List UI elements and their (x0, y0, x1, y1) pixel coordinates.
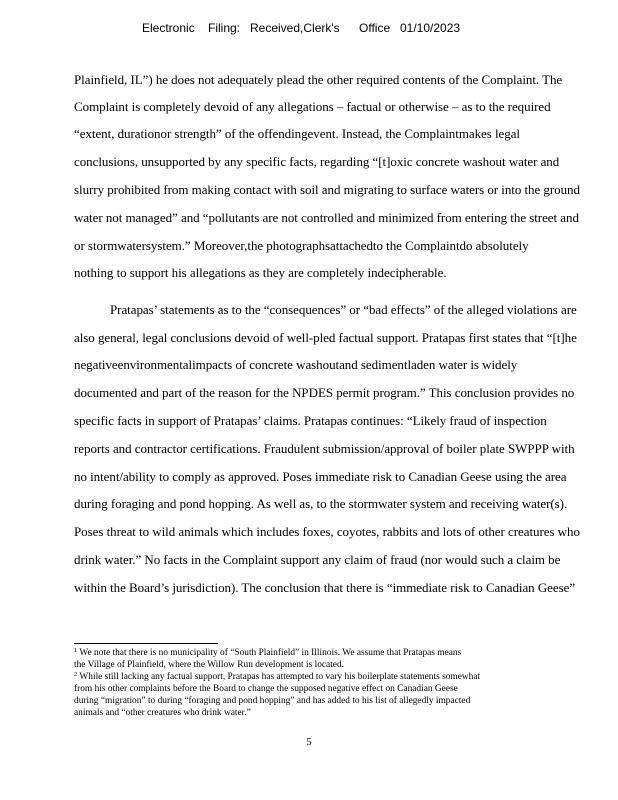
filing-stamp-header (0, 20, 618, 36)
body-line: “extent, durationor strength” of the offendingevent. Instead, the Complaintmakes legal (74, 126, 520, 141)
footnote-1-line (74, 648, 461, 659)
body-line: Poses threat to wild animals which includes foxes, coyotes, rabbits and lots of other creatures who (74, 524, 580, 539)
footnote-2-line: animals and “other creatures who drink water.” (74, 708, 251, 718)
header-date: 01/10/2023 (400, 21, 461, 35)
header-electronic: Electronic (142, 21, 195, 35)
body-line: Complaint is completely devoid of any allegations – factual or otherwise – as to the required (74, 99, 551, 114)
body-line: slurry prohibited from making contact with soil and migrating to surface waters or into the ground (74, 182, 580, 197)
footnote-2-line: during “migration” to during “foraging and pond hopping” and has added to his list of allegedly impacted (74, 696, 471, 706)
body-line: Plainfield, IL”) he does not adequately plead the other required contents of the Complaint. The (74, 72, 563, 87)
body-line: within the Board’s jurisdiction). The conclusion that there is “immediate risk to Canadian Geese” (74, 580, 576, 595)
footnote-2-line (74, 672, 480, 683)
body-line: conclusions, unsupported by any specific facts, regarding “[t]oxic concrete washout water and (74, 154, 560, 169)
footnote-1-marker: 1 (74, 647, 78, 654)
page-number: 5 (306, 737, 312, 748)
body-line: documented and part of the reason for the NPDES permit program.” This conclusion provides no (74, 385, 575, 400)
body-line: reports and contractor certifications. Fraudulent submission/approval of boiler plate SWPPP with (74, 441, 575, 456)
footnote-2-text: While still lacking any factual support, Pratapas has attempted to vary his boilerplate statements somewhat (77, 672, 481, 682)
body-line: Pratapas’ statements as to the “consequences” or “bad effects” of the alleged violations are (110, 302, 577, 317)
body-line: no intent/ability to comply as approved. Poses immediate risk to Canadian Geese using the area (74, 469, 567, 484)
body-line: also general, legal conclusions devoid of well-pled factual support. Pratapas first states that “[t]he (74, 330, 577, 345)
header-office: Office (359, 21, 391, 35)
footnote-1-line: the Village of Plainfield, where the Willow Run development is located. (74, 660, 345, 670)
footnote-2-line: from his other complaints before the Board to change the supposed negative effect on Canadian Geese (74, 684, 458, 694)
footnote-2-marker: 2 (74, 671, 78, 678)
body-line: drink water.” No facts in the Complaint support any claim of fraud (nor would such a claim be (74, 552, 561, 567)
body-line: water not managed” and “pollutants are not controlled and minimized from entering the street and (74, 210, 579, 225)
body-line: during foraging and pond hopping. As well as, to the stormwater system and receiving water(s). (74, 496, 568, 511)
body-line: or stormwatersystem.” Moreover,the photographsattachedto the Complaintdo absolutely (74, 238, 529, 253)
body-line: nothing to support his allegations as they are completely indecipherable. (74, 265, 447, 280)
body-line: negativeenvironmentalimpacts of concrete washoutand sedimentladen water is widely (74, 357, 518, 372)
header-received-clerks: Received,Clerk's (250, 21, 340, 35)
footnote-separator (74, 643, 218, 644)
footnote-1-text: We note that there is no municipality of “South Plainfield” in Illinois. We assume that Pratapas means (77, 648, 462, 658)
header-filing: Filing: (208, 21, 241, 35)
body-line: specific facts in support of Pratapas’ claims. Pratapas continues: “Likely fraud of inspection (74, 413, 547, 428)
